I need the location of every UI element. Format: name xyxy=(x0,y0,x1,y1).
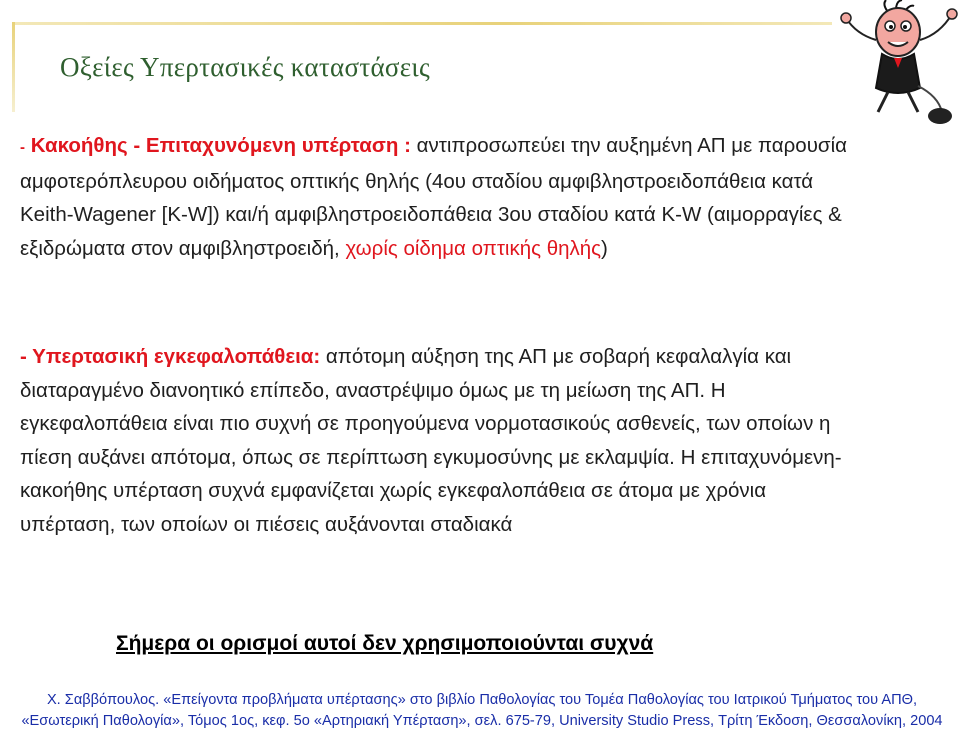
section-text: αντιπροσωπεύει την αυξημένη ΑΠ με παρουσία αμφοτερόπλευρου οιδήματος οπτικής θηλής (4ου σταδίου αμφιβληστροειδοπάθεια κατά Keith-Wagener [K-W]) και/ή αμφιβληστροειδοπάθεια 3ου σταδίου κατά K-W (αιμορραγίες & εξιδρώματα στον αμφιβληστροειδή, xyxy=(20,134,847,260)
citation-footer: Χ. Σαββόπουλος. «Επείγοντα προβλήματα υπέρτασης» στο βιβλίο Παθολογίας του Τομέα Παθολογίας του Ιατρικού Τμήματος του ΑΠΘ, «Εσωτερική Παθολογία», Τόμος 1ος, κεφ. 5ο «Αρτηριακή Υπέρταση», σελ. 675-79, University Studio Press, Τρίτη Έκδοση, Θεσσαλονίκη, 2004 xyxy=(21,692,943,729)
section-text-end: ) xyxy=(601,236,608,260)
section-malignant-hypertension xyxy=(20,129,850,265)
slide-frame-left-border xyxy=(12,22,15,112)
conclusion-statement: Σήμερα οι ορισμοί αυτοί δεν χρησιμοποιούνται συχνά xyxy=(116,632,654,655)
slide-title: Οξείες Υπερτασικές καταστάσεις xyxy=(60,52,430,82)
cartoon-man-holding-blood-pressure-pump-icon xyxy=(832,0,960,128)
section-heading-malignant: Κακοήθης - Επιταχυνόμενη υπέρταση : xyxy=(30,134,411,157)
bullet-dash: - xyxy=(20,139,25,156)
section-heading-encephalopathy: - Υπερτασική εγκεφαλοπάθεια: xyxy=(20,345,321,368)
slide-frame-top-border xyxy=(12,22,832,25)
section-text: απότομη αύξηση της ΑΠ με σοβαρή κεφαλαλγία και διαταραγμένο διανοητικό επίπεδο, αναστρέψιμο όμως με τη μείωση της ΑΠ. Η εγκεφαλοπάθεια είναι πιο συχνή σε προηγούμενα νορμοτασικούς ασθενείς, των οποίων η πίεση αυξάνει απότομα, όπως σε περίπτωση εγκυμοσύνης με εκλαμψία. Η επιταχυνόμενη-κακοήθης υπέρταση συχνά εμφανίζεται χωρίς εγκεφαλοπάθεια σε άτομα με χρόνια υπέρταση, των οποίων οι πιέσεις αυξάνονται σταδιακά xyxy=(20,345,842,536)
highlight-text: χωρίς οίδημα οπτικής θηλής xyxy=(345,236,602,260)
section-hypertensive-encephalopathy xyxy=(20,340,850,542)
